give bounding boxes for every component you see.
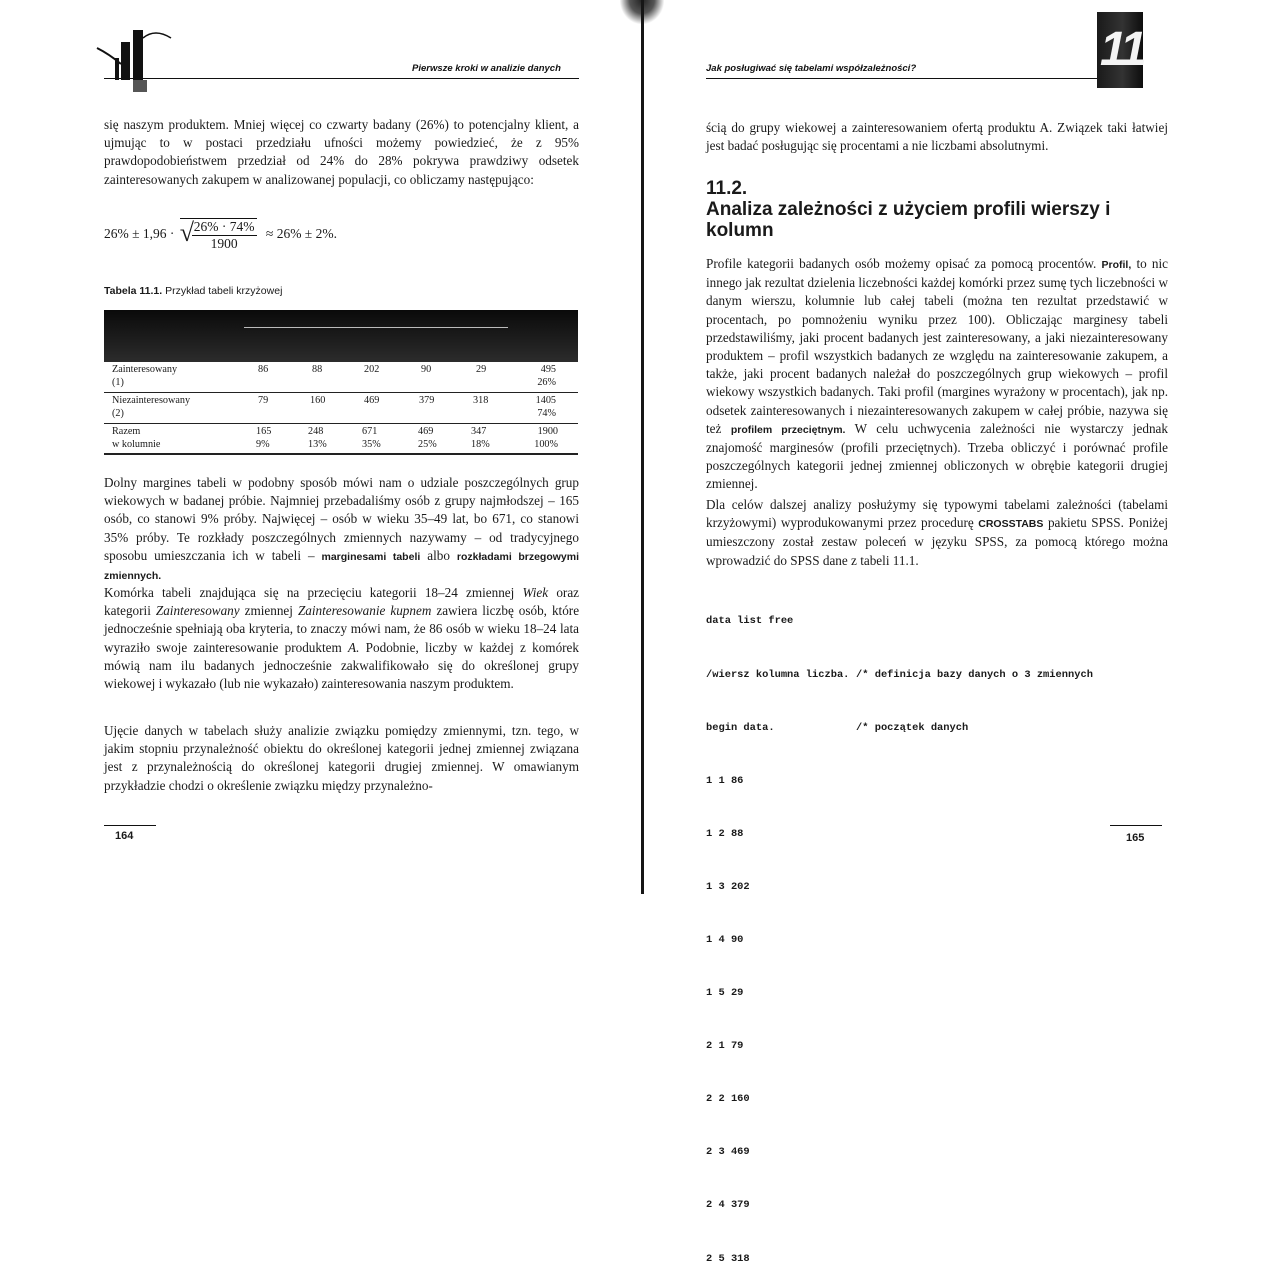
section-number: 11.2. xyxy=(706,178,748,199)
code-data-line: 1 3 202 xyxy=(706,880,750,893)
code-data-line: 1 2 88 xyxy=(706,827,744,840)
code-line: /wiersz kolumna liczba. /* definicja bazy danych o 3 zmiennych xyxy=(706,667,849,685)
row1-total: 495 26% xyxy=(537,364,556,388)
row2-cell-3: 469 xyxy=(364,395,380,406)
row2-cell-4: 379 xyxy=(419,395,435,406)
paragraph-4-left: Ujęcie danych w tabelach służy analizie związku pomiędzy zmiennymi, tzn. tego, w jakim stopniu przynależność obiektu do określonej kategorii jednej zmiennej związana jest z przynależnością do określonej kategorii drugiej zmiennej. W omawianym przykładzie chodzi o określenie związku między przynależno- xyxy=(104,723,579,793)
spss-code-block xyxy=(706,578,1093,1286)
row1-cell-3: 202 xyxy=(364,364,380,375)
paragraph-1-right: ścią do grupy wiekowej a zainteresowaniem ofertą produktu A. Związek taki łatwiej jest badać posługując się procentami a nie liczbami absolutnymi. xyxy=(706,120,1168,154)
page-number-left: 164 xyxy=(115,830,134,842)
formula-denominator: 1900 xyxy=(210,236,238,251)
sqrt-sign: √ xyxy=(179,218,195,247)
totals-col-1: 165 9% xyxy=(256,426,272,450)
table-bottom-rule xyxy=(104,453,578,455)
table-header-rule xyxy=(244,327,508,328)
formula-lhs: 26% ± 1,96 · xyxy=(104,226,175,242)
code-line: begin data. /* początek danych xyxy=(706,720,849,738)
running-head-right: Jak posługiwać się tabelami współzależności? xyxy=(706,63,917,74)
totals-col-4: 469 25% xyxy=(418,426,437,450)
table-caption-text: Przykład tabeli krzyżowej xyxy=(165,285,283,297)
code-data-line: 1 1 86 xyxy=(706,774,744,787)
paragraph-3-left: Komórka tabeli znajdująca się na przecięciu kategorii 18–24 zmiennej Wiek oraz kategorii Zainteresowany zmiennej Zainteresowanie kupnem zawiera liczbę osób, które jednocześnie spełniają oba kryteria, to znaczy mówi nam, że 86 osób w wieku 18–24 lata wyraziło swoje zainteresowanie produktem A. Podobnie, liczby w każdej z komórek mówią nam ilu badanych jednocześnie zakwalifikowało się do określonej grupy wiekowej i wykazało (lub nie wykazało) zainteresowania naszym produktem. xyxy=(104,585,580,692)
page-number-right: 165 xyxy=(1126,832,1145,844)
header-rule-left xyxy=(104,78,579,79)
code-data-line: 2 1 79 xyxy=(706,1040,744,1053)
code-comment: /* początek danych xyxy=(856,721,969,734)
paragraph-3-right: Dla celów dalszej analizy posłużymy się typowymi tabelami zależności (tabelami krzyżowymi) wyprodukowanymi przez procedurę CROSSTABS pakietu SPSS. Poniżej umieszczony został zestaw poleceń w języku SPSS, za pomocą którego można wprowadzić do SPSS dane z tabeli 11.1. xyxy=(706,497,1168,568)
totals-col-3: 671 35% xyxy=(362,426,381,450)
row2-cell-2: 160 xyxy=(310,395,326,406)
left-page xyxy=(0,0,630,894)
formula-rhs: ≈ 26% ± 2%. xyxy=(265,226,337,242)
code-data-line: 1 5 29 xyxy=(706,987,744,1000)
totals-col-2: 248 13% xyxy=(308,426,327,450)
row2-label: Niezainteresowany (2) xyxy=(112,395,191,419)
row2-total: 1405 74% xyxy=(535,395,556,419)
running-head-left: Pierwsze kroki w analizie danych xyxy=(412,63,561,74)
row2-cell-1: 79 xyxy=(258,395,269,406)
table-caption xyxy=(104,285,282,297)
table-row-rule-1 xyxy=(104,392,578,393)
book-spine xyxy=(641,0,644,894)
row2-cell-5: 318 xyxy=(473,395,489,406)
table-caption-label: Tabela 11.1. xyxy=(104,285,163,297)
totals-col-5: 347 18% xyxy=(471,426,490,450)
header-rule-right xyxy=(706,78,1097,79)
row1-cell-2: 88 xyxy=(312,364,323,375)
page-number-rule-left xyxy=(104,825,156,826)
chapter-number: 11 xyxy=(1100,23,1144,76)
row1-cell-4: 90 xyxy=(421,364,432,375)
table-header-band xyxy=(104,310,578,362)
row1-label: Zainteresowany (1) xyxy=(112,364,178,388)
code-data-line: 2 2 160 xyxy=(706,1093,750,1106)
totals-grand: 1900 100% xyxy=(534,426,558,450)
section-title: Analiza zależności z użyciem profili wierszy i kolumn xyxy=(706,199,1111,241)
totals-label: Razem w kolumnie xyxy=(112,426,161,450)
paragraph-2-right: Profile kategorii badanych osób możemy opisać za pomocą procentów. Profil, to nic innego jak rezultat dzielenia liczebności każdej komórki przez sumę tych liczebności w danym wierszu, kolumnie lub całej tabeli (można ten rezultat przedstawić w procentach, po pomnożeniu wyniku przez 100). Obliczając marginesy tabeli przedstawiliśmy, jaki procent badanych jest zainteresowany, a jaki niezainteresowany produktem – profil wszystkich badanych ze względu na zainteresowanie zakupem, a także, jaki procent badanych należał do poszczególnych grup wiekowych – profil wiekowy wszystkich badanych. Taki profil (margines wyrażony w procentach), jak np. odsetek zainteresowanych i niezainteresowanych zakupem w całej próbie, nazywa się też profilem przeciętnym. W celu uchwycenia zależności nie wystarczy jednak znajomość marginesów (profili przeciętnych). Trzeba obliczyć i porównać profile poszczególnych kategorii jednej zmiennej obliczonych w obrębie kategorii drugiej zmiennej. xyxy=(706,256,1169,492)
code-data-line: 2 4 379 xyxy=(706,1199,750,1212)
formula-numerator: 26% · 74% xyxy=(193,219,255,234)
confidence-interval-formula xyxy=(104,218,337,252)
code-comment: /* definicja bazy danych o 3 zmiennych xyxy=(856,668,1093,681)
formula-sqrt-fraction xyxy=(180,218,257,252)
code-data-line: 1 4 90 xyxy=(706,933,744,946)
code-data-line: 2 3 469 xyxy=(706,1146,750,1159)
table-row-rule-2 xyxy=(104,423,578,424)
page-number-rule-right xyxy=(1110,825,1162,826)
row1-cell-5: 29 xyxy=(476,364,487,375)
book-logo-icon xyxy=(93,14,173,94)
paragraph-2-left: Dolny margines tabeli w podobny sposób mówi nam o udziale poszczególnych grup wiekowych w badanej próbie. Najmniej przebadaliśmy osób z grupy najmłodszej – 165 osób, co stanowi 9% próby. Najwięcej – osób w wieku 35–49 lat, bo 671, co stanowi 35% próby. Te rozkłady poszczególnych zmiennych nazywamy – od tradycyjnego sposobu umieszczania ich w tabeli – marginesami tabeli albo rozkładami brzegowymi zmiennych. xyxy=(104,475,580,583)
row1-cell-1: 86 xyxy=(258,364,269,375)
code-data-line: 2 5 318 xyxy=(706,1252,750,1265)
code-line: data list free xyxy=(706,615,794,628)
paragraph-1-left: się naszym produktem. Mniej więcej co czwarty badany (26%) to potencjalny klient, a ujmując to w postaci przedziału ufności możemy powiedzieć, że z 95% prawdopodobieństwem przedział od 24% do 28% pokrywa prawdziwy odsetek zainteresowanych zakupem w analizowanej populacji, co obliczamy następująco: xyxy=(104,117,579,187)
